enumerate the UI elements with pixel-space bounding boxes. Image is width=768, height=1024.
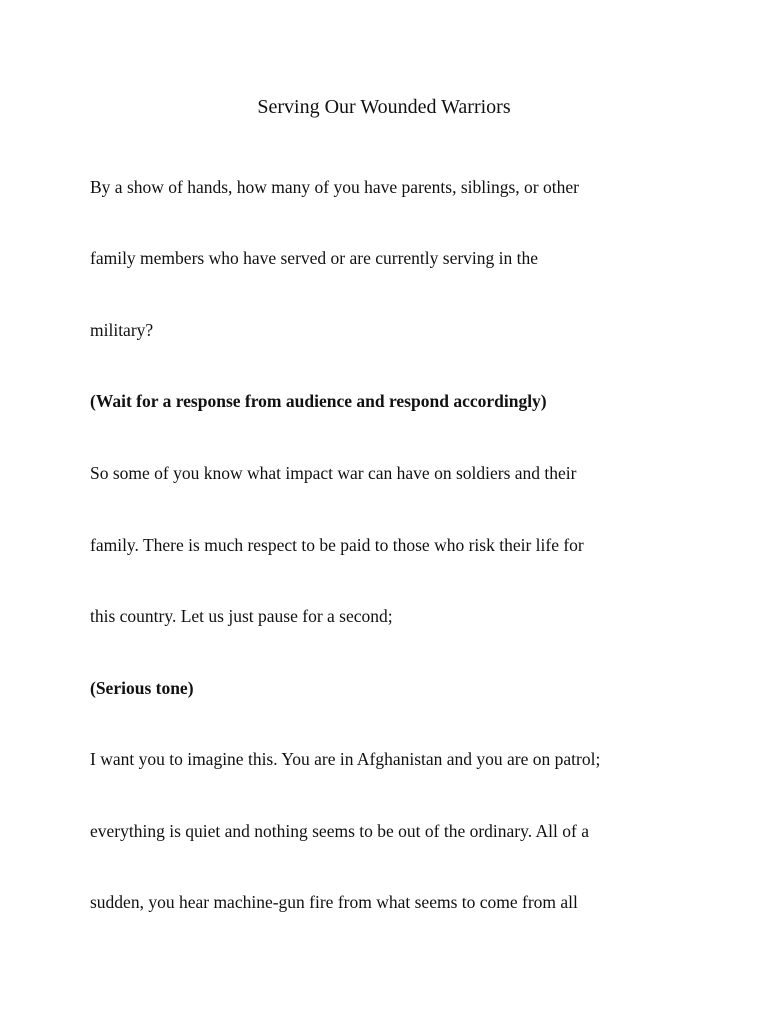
- text-line-11: sudden, you hear machine-gun fire from what seems to come from all: [90, 892, 578, 912]
- page-title: Serving Our Wounded Warriors: [257, 96, 511, 118]
- text-line-6: family. There is much respect to be paid to those who risk their life for: [90, 535, 584, 555]
- text-line-5: So some of you know what impact war can have on soldiers and their: [90, 463, 577, 483]
- text-line-9: I want you to imagine this. You are in Afghanistan and you are on patrol;: [90, 749, 601, 769]
- text-line-1: By a show of hands, how many of you have parents, siblings, or other: [90, 177, 579, 197]
- stage-direction-tone: (Serious tone): [90, 678, 194, 698]
- text-line-7: this country. Let us just pause for a second;: [90, 606, 393, 626]
- stage-direction-response: (Wait for a response from audience and respond accordingly): [90, 391, 547, 411]
- text-line-3: military?: [90, 320, 154, 340]
- text-line-10: everything is quiet and nothing seems to be out of the ordinary. All of a: [90, 821, 589, 841]
- text-line-2: family members who have served or are currently serving in the: [90, 248, 539, 268]
